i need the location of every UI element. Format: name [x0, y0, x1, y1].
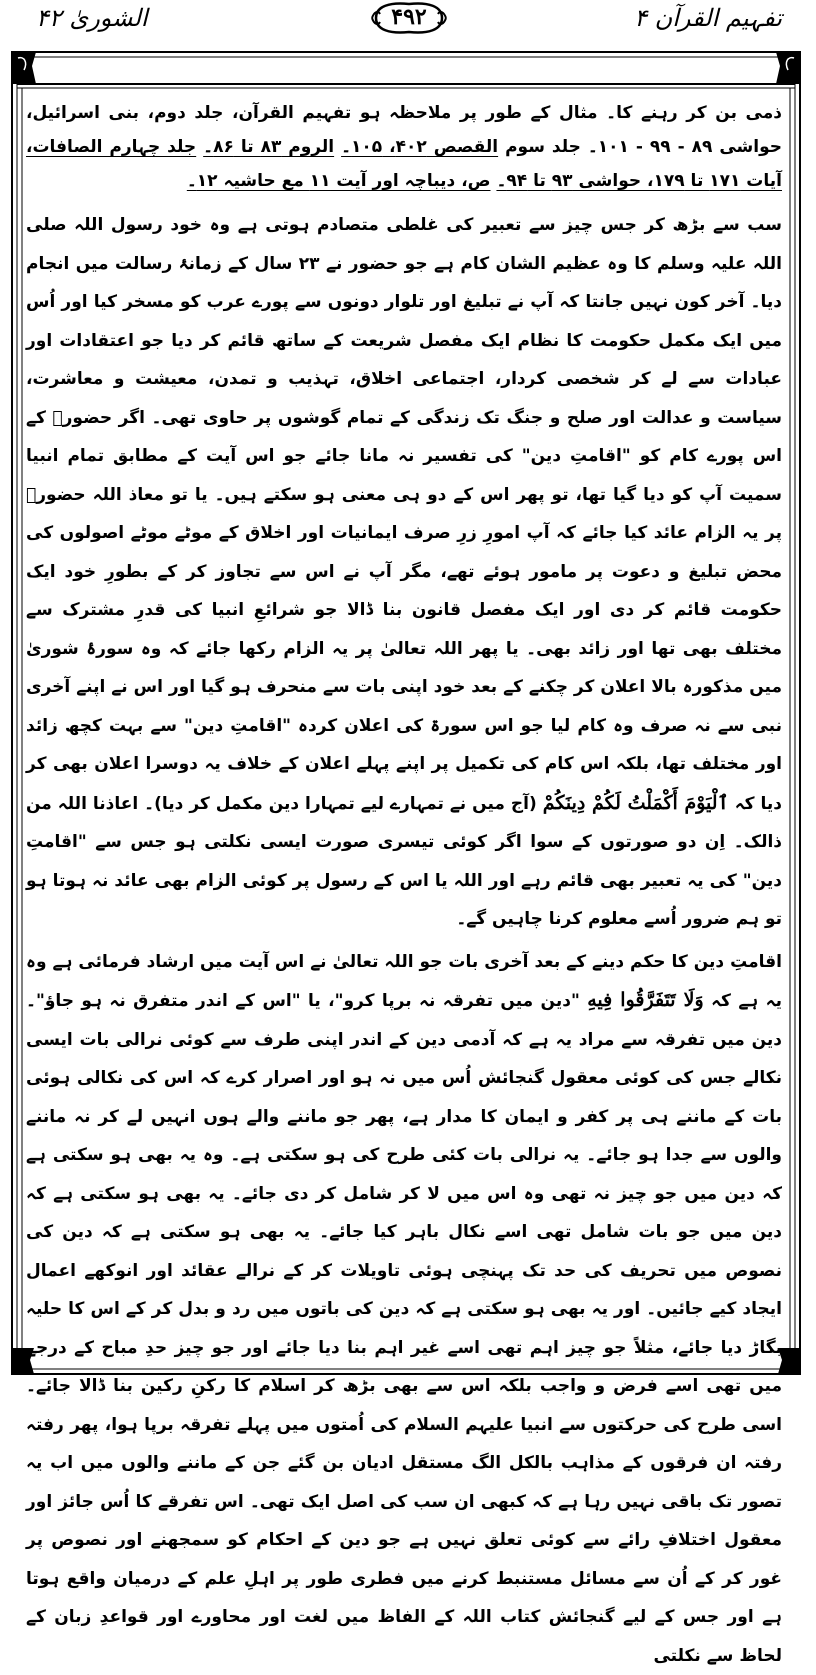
paragraph-text: اقامتِ دین کا حکم دینے کے بعد آخری بات جو اللہ تعالیٰ نے اس آیت میں ارشاد فرمائی ہے وہ یہ ہے کہ — [26, 952, 782, 1012]
reference-saffat: جلد چہارم الصافات، — [26, 137, 196, 157]
paragraph-text: (آج میں نے تمہارے لیے تمہارا دین مکمل کر دیا)۔ اعاذنا اللہ من ذالک۔ اِن دو صورتوں کے سوا اگر کوئی تیسری صورت ایسی نکلتی ہو جس سے "اقامتِ دین" کی یہ تعبیر بھی قائم رہے اور اللہ یا اس کے رسول پر کوئی الزام بھی عائد نہ ہوتا ہو تو ہم ضرور اُسے معلوم کرنا چاہیں گے۔ — [26, 794, 782, 930]
body-paragraph — [26, 943, 782, 1675]
references-block — [26, 96, 782, 198]
paragraph-text: سب سے بڑھ کر جس چیز سے تعبیر کی غلطی متصادم ہوتی ہے وہ خود رسول اللہ صلی اللہ علیہ وسلم کا وہ عظیم الشان کام ہے جو حضور نے ۲۳ سال کے زمانۂ رسالت میں انجام دیا۔ آخر کون نہیں جانتا کہ آپ نے تبلیغ اور تلوار دونوں سے پورے عرب کو مسخر کیا اور اُس میں ایک مکمل حکومت کا نظام ایک مفصل شریعت کے ساتھ قائم کر دیا جو اعتقادات اور عبادات سے لے کر شخصی کردار، اجتماعی اخلاق، تہذیب و تمدن، معیشت و معاشرت، سیاست و عدالت اور صلح و جنگ تک زندگی کے تمام گوشوں پر حاوی تھی۔ اگر حضورؐ کے اس پورے کام کو "اقامتِ دین" کی تفسیر نہ مانا جائے جو اس آیت کے مطابق تمام انبیا سمیت آپ کو دیا گیا تھا، تو پھر اس کے دو ہی معنی ہو سکتے ہیں۔ یا تو معاذ اللہ حضورؐ پر یہ الزام عائد کیا جائے کہ آپ امورِ زرِ صرف ایمانیات اور اخلاق کے موٹے موٹے اصولوں کی محض تبلیغ و دعوت پر مامور ہوئے تھے، مگر آپ نے اس سے تجاوز کر کے بطورِ خود ایک حکومت قائم کر دی اور ایک مفصل قانون بنا ڈالا جو شرائعِ انبیا کی قدرِ مشترک سے مختلف بھی تھا اور زائد بھی۔ یا پھر اللہ تعالیٰ پر یہ الزام رکھا جائے کہ وہ سورۂ شوریٰ میں مذکورہ بالا اعلان کر چکنے کے بعد خود اپنی بات سے منحرف ہو گیا اور اس نے اپنے آخری نبی سے نہ صرف وہ کام لیا جو اس سورۃ کی اعلان کردہ "اقامتِ دین" سے بہت کچھ زائد اور مختلف تھا، بلکہ اس کام کی تکمیل پر اپنے پہلے اعلان کے خلاف یہ دوسرا اعلان بھی کر دیا کہ — [26, 215, 782, 814]
references-prefix: ذمی بن کر رہنے کا۔ مثال کے طور پر ملاحظہ ہو تفہیم القرآن، جلد دوم، بنی اسرائیل، حواشی ۸۹ - ۹۹ - ۱۰۱۔ جلد سوم — [26, 103, 782, 157]
paragraph-text: "دین میں تفرقہ نہ برپا کرو"، یا "اس کے اندر متفرق نہ ہو جاؤ"۔ دین میں تفرقہ سے مراد یہ ہے کہ آدمی دین کے اندر اپنی طرف سے کوئی نرالی بات ایسی نکالے جس کی کوئی معقول گنجائش اُس میں نہ ہو اور اصرار کرے کہ اس کی نکالی ہوئی بات کے ماننے ہی پر کفر و ایمان کا مدار ہے، پھر جو ماننے والے ہوں انہیں لے کر نہ ماننے والوں سے جدا ہو جائے۔ یہ نرالی بات کئی طرح کی ہو سکتی ہے۔ وہ یہ بھی ہو سکتی ہے کہ دین میں جو چیز نہ تھی وہ اس میں لا کر شامل کر دی جائے۔ یہ بھی ہو سکتی ہے کہ دین میں جو بات شامل تھی اسے نکال باہر کیا جائے۔ یہ بھی ہو سکتی ہے کہ دین کی نصوص میں تحریف کی حد تک پہنچی ہوئی تاویلات کر کے نرالے عقائد اور انوکھے اعمال ایجاد کیے جائیں۔ اور یہ بھی ہو سکتی ہے کہ دین کی باتوں میں رد و بدل کر کے اس کا حلیہ بگاڑ دیا جائے، مثلاً جو چیز اہم تھی اسے غیر اہم بنا دیا جائے اور جو چیز حدِ مباح کے درجے میں تھی اسے فرض و واجب بلکہ اس سے بھی بڑھ کر اسلام کا رکنِ رکین بنا ڈالا جائے۔ اسی طرح کی حرکتوں سے انبیا علیہم السلام کی اُمتوں میں پہلے تفرقہ برپا ہوا، پھر رفتہ رفتہ ان فرقوں کے مذاہب بالکل الگ مستقل ادیان بن گئے جن کے ماننے والوں میں اب یہ تصور تک باقی نہیں رہا ہے کہ کبھی ان سب کی اصل ایک تھی۔ اس تفرقے کا اُس جائز اور معقول اختلافِ رائے سے کوئی تعلق نہیں ہے جو دین کے احکام کو سمجھنے اور نصوص پر غور کر کے اُن سے مسائل مستنبط کرنے میں فطری طور پر اہلِ علم کے درمیان واقع ہوتا ہے اور جس کے لیے گنجائش کتاب اللہ کے الفاظ میں لغت اور محاورے اور قواعدِ زبان کے لحاظ سے نکلتی — [26, 991, 782, 1666]
reference-sad: ص، دیباچہ اور آیت ۱۱ مع حاشیہ ۱۲۔ — [187, 171, 491, 191]
book-title: تفہیم القرآن ۴ — [634, 4, 782, 32]
reference-qasas: القصص ۴۰۲، ۱۰۵۔ — [341, 137, 498, 157]
page-header — [0, 0, 816, 46]
body-paragraph — [26, 206, 782, 939]
reference-saffat-verses: آیات ۱۷۱ تا ۱۷۹، حواشی ۹۳ تا ۹۴۔ — [496, 171, 782, 191]
page-body — [26, 96, 782, 1374]
reference-rum: الروم ۸۳ تا ۸۶۔ — [203, 137, 334, 157]
page-number: ۴۹۲ — [370, 4, 448, 30]
surah-name: الشوریٰ ۴۲ — [36, 4, 148, 32]
page-number-badge — [370, 0, 448, 36]
quranic-quote: ٱلْيَوْمَ أَكْمَلْتُ لَكُمْ دِينَكُمْ — [543, 792, 729, 814]
quranic-quote: وَلَا تَتَفَرَّقُوا فِيهِ — [587, 989, 703, 1011]
